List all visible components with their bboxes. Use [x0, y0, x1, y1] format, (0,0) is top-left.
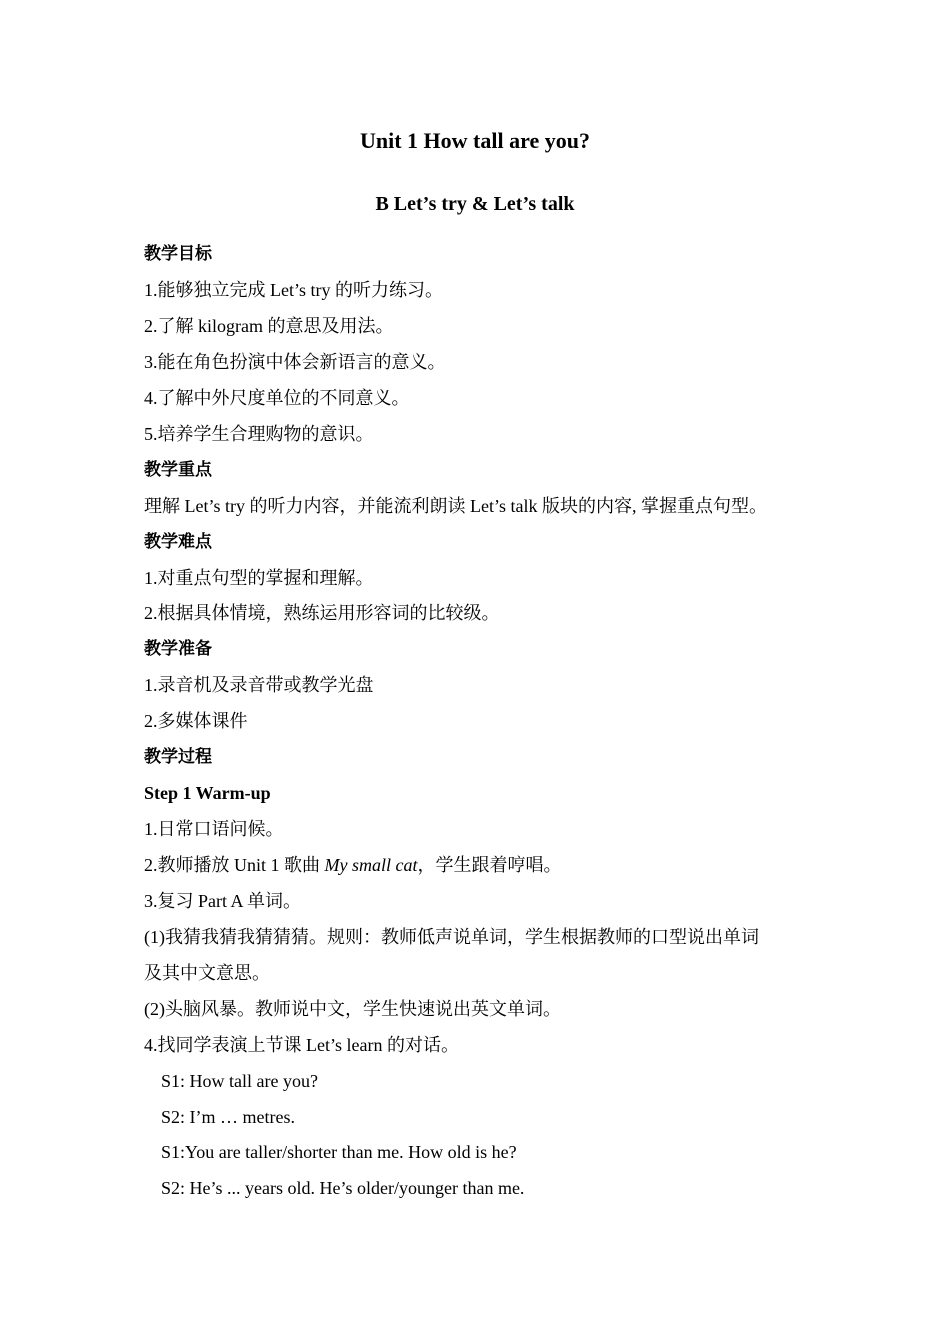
song-title: My small cat	[324, 855, 418, 875]
process-item	[144, 853, 562, 877]
process-subitem-continued: 及其中文意思。	[144, 963, 270, 983]
item2-pre: 2.教师播放 Unit 1 歌曲	[144, 855, 325, 875]
objectives-heading: 教学目标	[144, 244, 212, 264]
item2-post: ，学生跟着哼唱。	[417, 855, 562, 875]
difficulty-item: 1.对重点句型的掌握和理解。	[144, 568, 374, 588]
preparation-item: 2.多媒体课件	[144, 711, 248, 731]
dialogue-line: S1: How tall are you?	[161, 1071, 318, 1091]
process-item: 1.日常口语问候。	[144, 819, 284, 839]
step-1-heading: Step 1 Warm-up	[144, 783, 271, 803]
process-subitem: (2)头脑风暴。教师说中文，学生快速说出英文单词。	[144, 999, 561, 1019]
dialogue-line: S1:You are taller/shorter than me. How old is he?	[161, 1142, 517, 1162]
document-title: Unit 1 How tall are you?	[360, 128, 590, 153]
objective-item: 5.培养学生合理购物的意识。	[144, 424, 374, 444]
process-heading: 教学过程	[144, 747, 212, 767]
difficulty-item: 2.根据具体情境，熟练运用形容词的比较级。	[144, 603, 500, 623]
objective-item: 1.能够独立完成 Let’s try 的听力练习。	[144, 280, 443, 300]
preparation-item: 1.录音机及录音带或教学光盘	[144, 675, 374, 695]
process-subitem: (1)我猜我猜我猜猜猜。规则：教师低声说单词，学生根据教师的口型说出单词	[144, 927, 759, 947]
objective-item: 3.能在角色扮演中体会新语言的意义。	[144, 352, 446, 372]
document-subtitle: B Let’s try & Let’s talk	[375, 193, 575, 215]
difficulties-heading: 教学难点	[144, 532, 212, 552]
key-points-text: 理解 Let’s try 的听力内容，并能流利朗读 Let’s talk 版块的内容, 掌握重点句型。	[144, 496, 767, 516]
dialogue-line: S2: I’m … metres.	[161, 1107, 295, 1127]
objective-item: 4.了解中外尺度单位的不同意义。	[144, 388, 410, 408]
process-item: 4.找同学表演上节课 Let’s learn 的对话。	[144, 1035, 459, 1055]
objective-item: 2.了解 kilogram 的意思及用法。	[144, 316, 394, 336]
preparation-heading: 教学准备	[144, 639, 212, 659]
process-item: 3.复习 Part A 单词。	[144, 891, 302, 911]
key-points-heading: 教学重点	[144, 460, 212, 480]
dialogue-line: S2: He’s ... years old. He’s older/younger than me.	[161, 1178, 525, 1198]
